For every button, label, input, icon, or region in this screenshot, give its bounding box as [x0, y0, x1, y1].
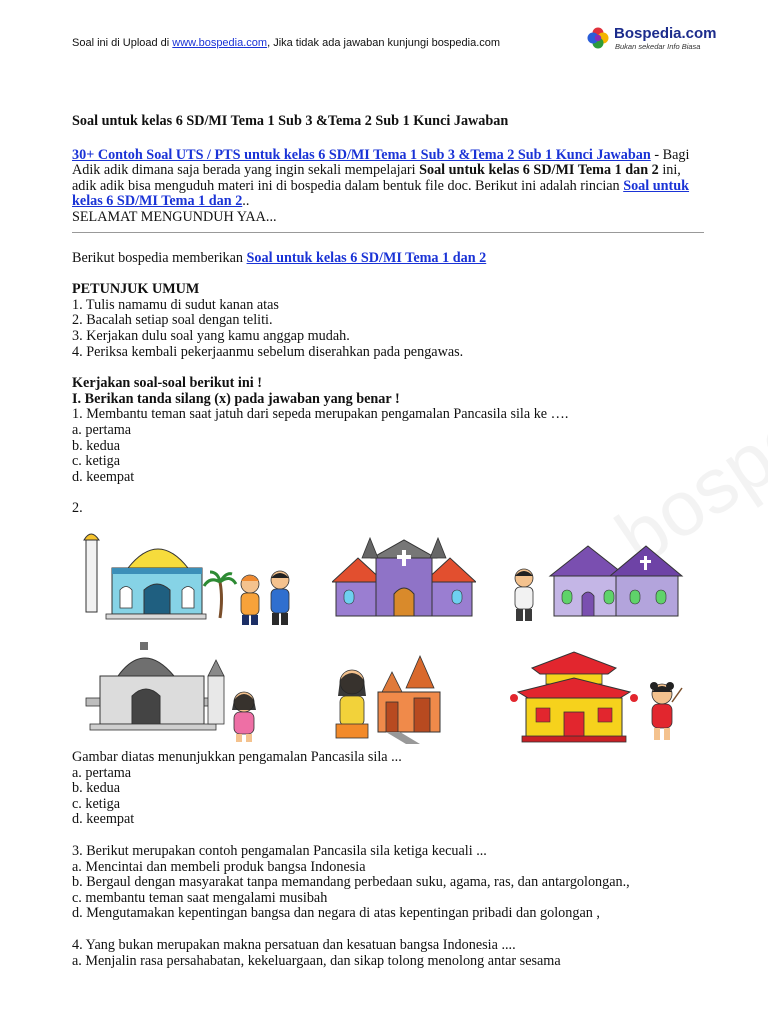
- document-title: Soal untuk kelas 6 SD/MI Tema 1 Sub 3 &Tema 2 Sub 1 Kunci Jawaban: [72, 113, 509, 129]
- question-2-text: Gambar diatas menunjukkan pengamalan Pancasila sila ...: [72, 749, 402, 765]
- question-3-option: c. membantu teman saat mengalami musibah: [72, 889, 328, 906]
- logo-flower-icon: [586, 26, 610, 50]
- question-2-option: a. pertama: [72, 764, 132, 781]
- question-2-option: c. ketiga: [72, 795, 121, 812]
- girl-praying-icon: [232, 692, 256, 742]
- girl-praying-icon: [650, 682, 682, 740]
- intro-text-2: ini, adik adik bisa menguduh materi ini di bospedia dalam bentuk file doc. Berikut ini adalah rincian: [72, 162, 681, 194]
- boy-figure-icon: [241, 575, 259, 625]
- buddhist-temple-with-girl-image: [84, 640, 264, 744]
- buddhist-temple-icon: [86, 642, 224, 730]
- intro-paragraph: [72, 148, 704, 210]
- offer-text: Berikut bospedia memberikan: [72, 249, 247, 266]
- section-subheading: I. Berikan tanda silang (x) pada jawaban yang benar !: [72, 390, 400, 407]
- page-header: [72, 37, 500, 49]
- cathedral-with-boy-image: [332, 536, 476, 622]
- divider: [72, 232, 704, 233]
- question-3-option: d. Mengutamakan kepentingan bangsa dan negara di atas kepentingan pribadi dan golongan ,: [72, 905, 600, 922]
- question-3-text: 3. Berikut merupakan contoh pengamalan Pancasila sila ketiga kecuali ...: [72, 842, 487, 859]
- questions-continued: [72, 750, 704, 969]
- palm-tree-icon: [204, 572, 236, 618]
- question-2-option: d. keempat: [72, 811, 135, 828]
- intro-link-2[interactable]: Soal untuk kelas 6 SD/MI Tema 1 dan 2: [72, 177, 690, 210]
- question-1-option: a. pertama: [72, 421, 132, 438]
- boy-praying-icon: [271, 571, 289, 625]
- instruction-item: 4. Periksa kembali pekerjaanmu sebelum diserahkan pada pengawas.: [72, 343, 464, 360]
- instructions-heading: PETUNJUK UMUM: [72, 281, 200, 298]
- question-2-number: 2.: [72, 500, 83, 517]
- cathedral-icon: [332, 538, 476, 616]
- offer-paragraph: [72, 251, 704, 267]
- church-with-boy-image: [506, 538, 686, 622]
- question-2-option: b. kedua: [72, 780, 121, 797]
- mosque-icon: [84, 534, 206, 619]
- klenteng-with-girl-image: [508, 648, 688, 744]
- intro-closing: SELAMAT MENGUNDUH YAA...: [72, 208, 277, 225]
- bospedia-logo[interactable]: [586, 26, 716, 52]
- girl-praying-icon: [336, 670, 368, 738]
- document-body: [72, 114, 704, 517]
- instruction-item: 3. Kerjakan dulu soal yang kamu anggap mudah.: [72, 327, 350, 344]
- offer-link[interactable]: Soal untuk kelas 6 SD/MI Tema 1 dan 2: [246, 249, 487, 266]
- logo-tagline: Bukan sekedar Info Biasa: [615, 42, 701, 51]
- question-1-option: d. keempat: [72, 468, 135, 485]
- question-4-text: 4. Yang bukan merupakan makna persatuan dan kesatuan bangsa Indonesia ....: [72, 936, 516, 953]
- hindu-temple-with-girl-image: [326, 648, 444, 744]
- instruction-item: 1. Tulis namamu di sudut kanan atas: [72, 296, 279, 313]
- mosque-with-boys-image: [78, 528, 290, 628]
- question-1-option: b. kedua: [72, 437, 121, 454]
- intro-text-3: ..: [242, 193, 250, 210]
- intro-text-1: - Bagi Adik adik dimana saja berada yang ingin sekali mempelajari: [72, 146, 690, 179]
- boy-praying-icon: [515, 569, 533, 621]
- question-3-option: a. Mencintai dan membeli produk bangsa Indonesia: [72, 858, 366, 875]
- question-1-text: 1. Membantu teman saat jatuh dari sepeda merupakan pengamalan Pancasila sila ke ….: [72, 406, 569, 423]
- section-heading: Kerjakan soal-soal berikut ini !: [72, 375, 262, 392]
- klenteng-icon: [510, 652, 638, 742]
- header-prefix: Soal ini di Upload di: [72, 37, 173, 49]
- instruction-item: 2. Bacalah setiap soal dengan teliti.: [72, 312, 273, 329]
- question-1-option: c. ketiga: [72, 453, 121, 470]
- header-link[interactable]: www.bospedia.com: [172, 37, 268, 49]
- question-3-option: b. Bergaul dengan masyarakat tanpa memandang perbedaan suku, agama, ras, dan antargolongan.,: [72, 874, 630, 891]
- hindu-temple-icon: [378, 656, 440, 744]
- intro-link-1[interactable]: 30+ Contoh Soal UTS / PTS untuk kelas 6 SD/MI Tema 1 Sub 3 &Tema 2 Sub 1 Kunci Jawaban: [72, 146, 651, 163]
- header-suffix: , Jika tidak ada jawaban kunjungi bospedia.com: [267, 37, 501, 49]
- church-icon: [550, 546, 682, 616]
- logo-name: Bospedia.com: [614, 25, 717, 42]
- question-4-option: a. Menjalin rasa persahabatan, kekeluargaan, dan sikap tolong menolong antar sesama: [72, 952, 561, 969]
- intro-bold: Soal untuk kelas 6 SD/MI Tema 1 dan 2: [419, 162, 659, 179]
